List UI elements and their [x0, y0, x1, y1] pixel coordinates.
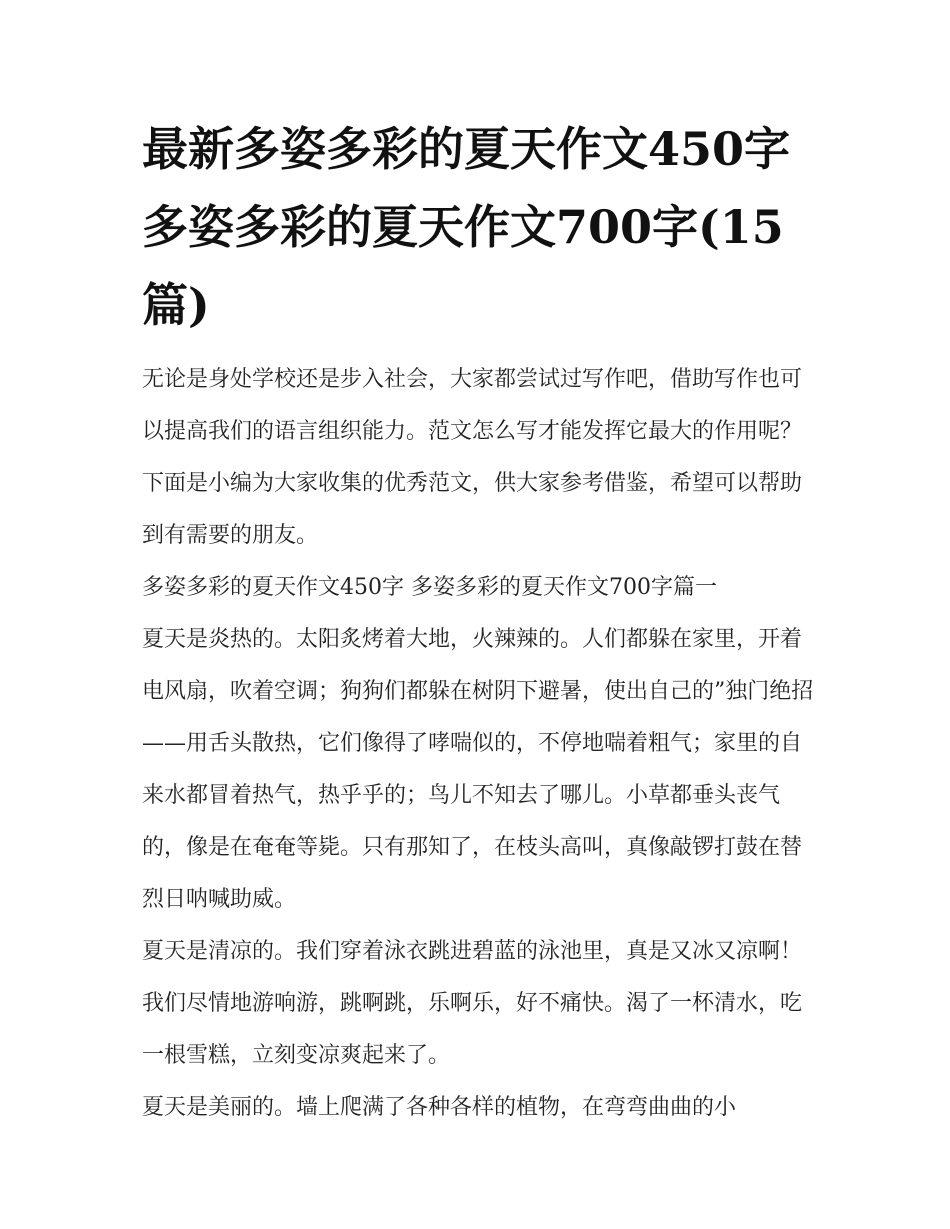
document-body [142, 354, 817, 1134]
cool-summer-paragraph: 夏天是清凉的。我们穿着泳衣跳进碧蓝的泳池里，真是又冰又凉啊！我们尽情地游响游，跳啊跳，乐啊乐，好不痛快。渴了一杯清水，吃一根雪糕，立刻变凉爽起来了。 [142, 939, 803, 1068]
document-title: 最新多姿多彩的夏天作文450字 多姿多彩的夏天作文700字(15篇) [142, 122, 791, 332]
hot-summer-paragraph: 夏天是炎热的。太阳炙烤着大地，火辣辣的。人们都躲在家里，开着电风扇，吹着空调；狗狗们都躲在树阴下避暑，使出自己的”独门绝招——用舌头散热，它们像得了哮喘似的，不停地喘着粗气；家里的自来水都冒着热气，热乎乎的；鸟儿不知去了哪儿。小草都垂头丧气的，像是在奄奄等毙。只有那知了，在枝头高叫，真像敲锣打鼓在替烈日呐喊助威。 [142, 627, 814, 912]
beautiful-summer-paragraph: 夏天是美丽的。墙上爬满了各种各样的植物，在弯弯曲曲的小 [142, 1095, 737, 1120]
section-heading-paragraph: 多姿多彩的夏天作文450字 多姿多彩的夏天作文700字篇一 [142, 575, 717, 600]
intro-paragraph: 无论是身处学校还是步入社会，大家都尝试过写作吧，借助写作也可以提高我们的语言组织能力。范文怎么写才能发挥它最大的作用呢？下面是小编为大家收集的优秀范文，供大家参考借鉴，希望可以帮助到有需要的朋友。 [142, 367, 803, 548]
